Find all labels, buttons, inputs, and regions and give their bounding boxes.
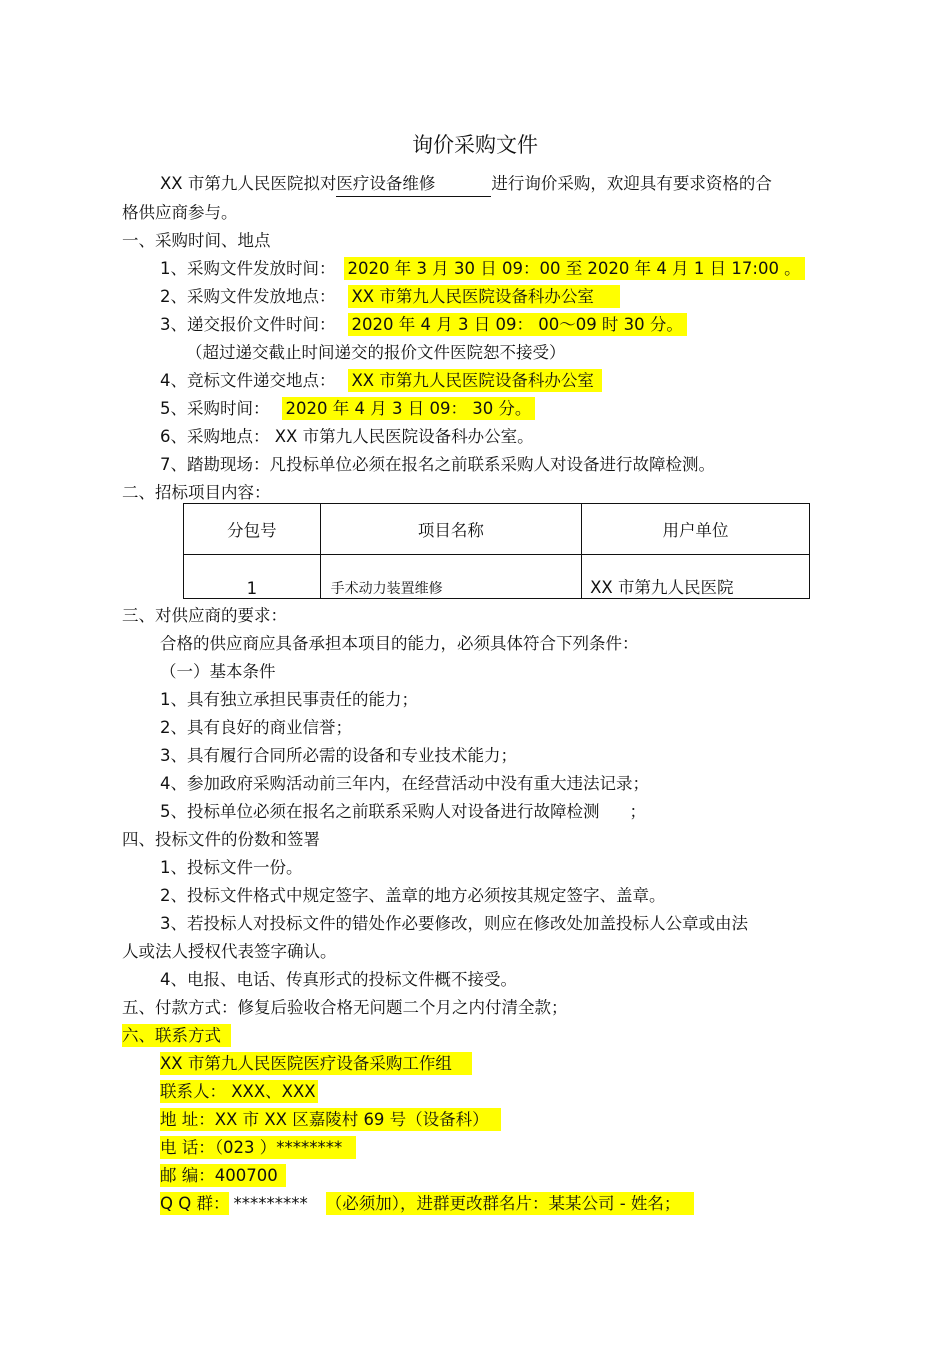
- section-3-subheading: （一）基本条件: [160, 662, 276, 681]
- section-1-heading: 一、采购时间、地点: [122, 231, 271, 250]
- section-3-intro: 合格的供应商应具备承担本项目的能力，必须具体符合下列条件：: [160, 634, 639, 653]
- contact-phone-text: 电 话：（023 ）********: [160, 1136, 356, 1159]
- contact-org-text: XX 市第九人民医院医疗设备采购工作组: [160, 1052, 472, 1075]
- item-purchase-time-label: 5、采购时间：: [160, 399, 270, 418]
- table-header-row: [184, 504, 810, 555]
- requirement-item: 4、参加政府采购活动前三年内，在经营活动中没有重大违法记录；: [160, 774, 649, 793]
- project-name-field: 医疗设备维修: [336, 172, 491, 197]
- requirement-item: 3、具有履行合同所必需的设备和专业技术能力；: [160, 746, 517, 765]
- item-issue-time: [160, 257, 805, 281]
- section-3-heading: 三、对供应商的要求：: [122, 606, 287, 625]
- requirement-item-text: 5、投标单位必须在报名之前联系采购人对设备进行故障检测: [160, 802, 600, 821]
- bid-doc-item: 1、投标文件一份。: [160, 858, 303, 877]
- item-submit-time: [160, 313, 687, 337]
- table-cell-package: 1: [184, 555, 321, 599]
- contact-postcode-text: 邮 编：400700: [160, 1164, 286, 1187]
- contact-qq-value: *********: [233, 1194, 308, 1213]
- item-bid-place-label: 4、竞标文件递交地点：: [160, 371, 336, 390]
- item-submit-time-label: 3、递交报价文件时间：: [160, 315, 336, 334]
- item-bid-place-value: XX 市第九人民医院设备科办公室: [348, 369, 602, 392]
- table-row: [184, 555, 810, 599]
- requirement-item: [160, 800, 646, 824]
- contact-address: [160, 1108, 501, 1132]
- bid-doc-item-cont: 人或法人授权代表签字确认。: [122, 942, 337, 961]
- item-purchase-place: 6、采购地点： XX 市第九人民医院设备科办公室。: [160, 427, 534, 446]
- table-header-cell: 分包号: [184, 504, 321, 555]
- item-submit-time-value: 2020 年 4 月 3 日 09： 00～09 时 30 分。: [348, 313, 687, 336]
- intro-prefix: XX 市第九人民医院拟对: [160, 174, 337, 193]
- item-issue-place-value: XX 市第九人民医院设备科办公室: [348, 285, 620, 308]
- requirement-item: 2、具有良好的商业信誉；: [160, 718, 352, 737]
- late-submission-note: （超过递交截止时间递交的报价文件医院恕不接受）: [186, 343, 566, 362]
- table-header-cell: 用户单位: [582, 504, 810, 555]
- contact-person: [160, 1080, 318, 1104]
- contact-qq: [160, 1192, 694, 1216]
- section-6-heading-text: 六、联系方式: [122, 1024, 231, 1047]
- table-cell-project: 手术动力装置维修: [320, 555, 581, 599]
- bid-doc-item: 4、电报、电话、传真形式的投标文件概不接受。: [160, 970, 517, 989]
- bid-doc-item: 2、投标文件格式中规定签字、盖章的地方必须按其规定签字、盖章。: [160, 886, 666, 905]
- intro-line-2: 格供应商参与。: [122, 203, 238, 222]
- section-4-heading: 四、投标文件的份数和签署: [122, 830, 320, 849]
- item-bid-place: [160, 369, 602, 393]
- contact-postcode: [160, 1164, 286, 1188]
- contact-address-text: 地 址：XX 市 XX 区嘉陵村 69 号（设备科）: [160, 1108, 501, 1131]
- item-site-visit: 7、踏勘现场：凡投标单位必须在报名之前联系采购人对设备进行故障检测。: [160, 455, 715, 474]
- requirement-item: 1、具有独立承担民事责任的能力；: [160, 690, 418, 709]
- item-issue-time-label: 1、采购文件发放时间：: [160, 259, 336, 278]
- item-purchase-time: [160, 397, 535, 421]
- table-cell-unit: XX 市第九人民医院: [582, 555, 810, 599]
- contact-qq-label: Q Q 群：: [160, 1194, 230, 1213]
- table-header-cell: 项目名称: [320, 504, 581, 555]
- contact-qq-note: （必须加），进群更改群名片：某某公司 - 姓名；: [326, 1192, 695, 1215]
- requirement-item-end: ；: [629, 802, 646, 821]
- bid-doc-item: 3、若投标人对投标文件的错处作必要修改，则应在修改处加盖投标人公章或由法: [160, 914, 748, 933]
- contact-person-text: 联系人： XXX、XXX: [160, 1082, 316, 1101]
- section-6-heading: [122, 1024, 231, 1048]
- contact-phone: [160, 1136, 356, 1160]
- item-issue-time-value: 2020 年 3 月 30 日 09：00 至 2020 年 4 月 1 日 17:00 。: [344, 257, 805, 280]
- intro-suffix: 进行询价采购，欢迎具有要求资格的合: [491, 174, 772, 193]
- payment-terms: 五、付款方式：修复后验收合格无问题二个月之内付清全款；: [122, 998, 568, 1017]
- section-2-heading: 二、招标项目内容：: [122, 483, 271, 502]
- item-issue-place-label: 2、采购文件发放地点：: [160, 287, 336, 306]
- intro-line-1: [160, 172, 772, 197]
- contact-org: [160, 1052, 472, 1076]
- item-purchase-time-value: 2020 年 4 月 3 日 09： 30 分。: [282, 397, 536, 420]
- document-title: 询价采购文件: [412, 133, 538, 157]
- project-table: [183, 503, 810, 599]
- item-issue-place: [160, 285, 620, 309]
